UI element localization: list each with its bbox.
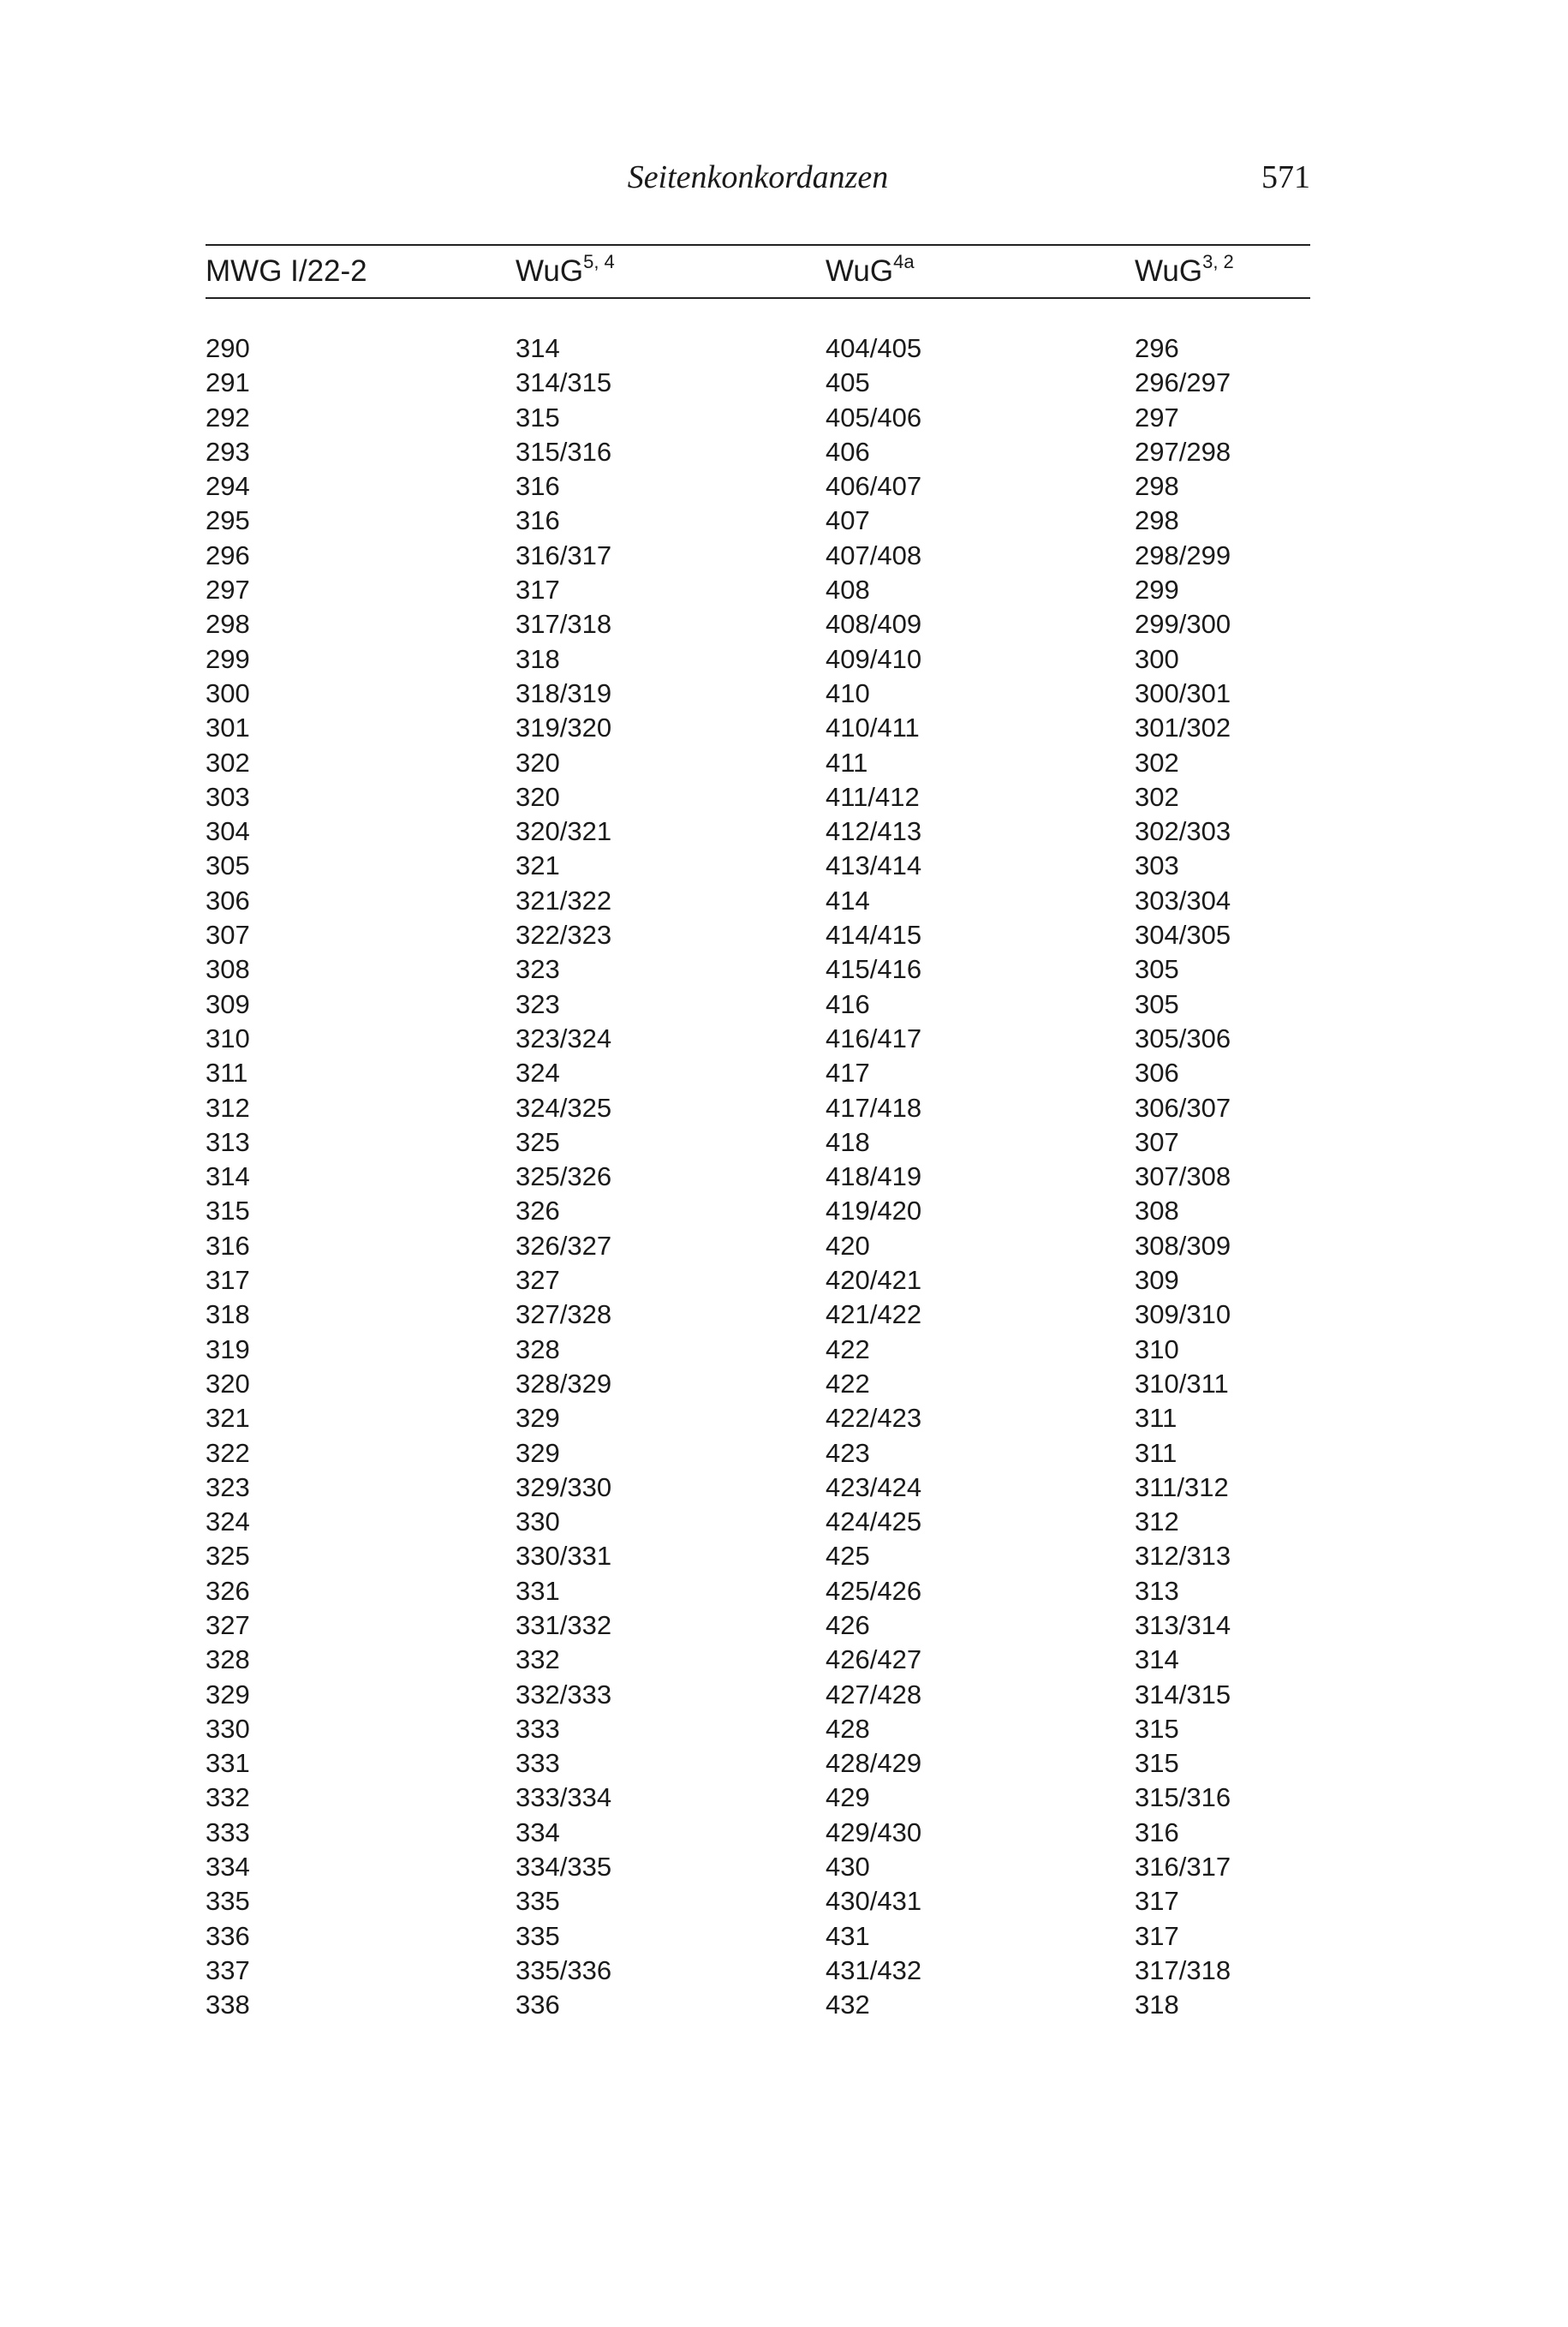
table-row (206, 1471, 1310, 1505)
table-cell: 307 (206, 920, 250, 951)
table-cell: 333 (516, 1713, 560, 1744)
table-cell: 316/317 (1135, 1852, 1231, 1882)
table-row (206, 1850, 1310, 1884)
table-row (206, 1988, 1310, 2022)
table-cell: 333 (516, 1748, 560, 1779)
table-row (206, 1954, 1310, 1988)
table-header-rule (206, 297, 1310, 299)
table-row (206, 1574, 1310, 1608)
table-cell: 327 (516, 1265, 560, 1296)
table-cell: 418 (826, 1126, 870, 1157)
table-cell: 302 (1135, 781, 1179, 812)
table-cell: 333/334 (516, 1782, 612, 1813)
table-cell: 423 (826, 1437, 870, 1468)
table-cell: 405 (826, 367, 870, 398)
table-cell: 323 (516, 988, 560, 1019)
table-cell: 296 (1135, 333, 1179, 363)
table-row (206, 1436, 1310, 1471)
table-row (206, 1125, 1310, 1160)
table-body (206, 331, 1310, 2023)
table-cell: 321 (206, 1403, 250, 1434)
table-cell: 306 (1135, 1058, 1179, 1089)
table-cell: 325 (206, 1541, 250, 1572)
table-cell: 312/313 (1135, 1541, 1231, 1572)
table-cell: 327 (206, 1609, 250, 1640)
table-row (206, 1505, 1310, 1539)
table-cell: 410 (826, 677, 870, 708)
table-cell: 317 (1135, 1886, 1179, 1917)
table-cell: 315 (206, 1196, 250, 1226)
table-cell: 313 (206, 1126, 250, 1157)
table-cell: 432 (826, 1990, 870, 2020)
column-header-superscript: 4a (893, 251, 915, 272)
concordance-table (206, 244, 1310, 2023)
table-cell: 416/417 (826, 1023, 922, 1053)
table-cell: 298 (1135, 505, 1179, 536)
table-row (206, 401, 1310, 435)
column-header-wug-4a (826, 251, 1135, 289)
column-header-superscript: 3, 2 (1202, 251, 1234, 272)
table-cell: 319 (206, 1334, 250, 1364)
table-cell: 316 (516, 471, 560, 502)
table-cell: 313 (1135, 1575, 1179, 1606)
table-cell: 311 (1135, 1403, 1177, 1434)
table-row (206, 1884, 1310, 1918)
table-cell: 426/427 (826, 1644, 922, 1675)
table-cell: 329 (516, 1403, 560, 1434)
page-number: 571 (1261, 159, 1310, 195)
table-cell: 410/411 (826, 713, 920, 743)
table-cell: 312 (1135, 1507, 1179, 1537)
table-cell: 317 (1135, 1920, 1179, 1951)
table-cell: 310/311 (1135, 1368, 1229, 1399)
column-header-superscript: 5, 4 (583, 251, 615, 272)
table-cell: 321 (516, 850, 560, 881)
table-cell: 316/317 (516, 540, 612, 570)
table-cell: 411 (826, 747, 868, 778)
table-cell: 329 (516, 1437, 560, 1468)
table-cell: 413/414 (826, 850, 922, 881)
table-cell: 425 (826, 1541, 870, 1572)
table-cell: 305 (1135, 988, 1179, 1019)
table-cell: 310 (1135, 1334, 1179, 1364)
table-cell: 323 (206, 1471, 250, 1502)
table-cell: 315 (1135, 1748, 1179, 1779)
table-cell: 337 (206, 1954, 250, 1985)
table-row (206, 780, 1310, 814)
table-cell: 307 (1135, 1126, 1179, 1157)
table-cell: 315/316 (1135, 1782, 1231, 1813)
table-cell: 428/429 (826, 1748, 922, 1779)
table-row (206, 1608, 1310, 1643)
table-cell: 311/312 (1135, 1471, 1229, 1502)
table-cell: 324/325 (516, 1092, 612, 1123)
table-cell: 420/421 (826, 1265, 922, 1296)
table-cell: 308 (206, 954, 250, 985)
table-cell: 306 (206, 885, 250, 916)
table-cell: 417/418 (826, 1092, 922, 1123)
table-cell: 426 (826, 1609, 870, 1640)
table-cell: 325/326 (516, 1161, 612, 1192)
table-cell: 332 (206, 1782, 250, 1813)
table-cell: 307/308 (1135, 1161, 1231, 1192)
table-row (206, 1539, 1310, 1573)
column-header-wug-3-2 (1135, 251, 1310, 289)
table-cell: 320 (516, 747, 560, 778)
column-header-label: MWG I/22-2 (206, 254, 367, 288)
table-row (206, 573, 1310, 607)
table-cell: 317 (516, 575, 560, 606)
table-cell: 417 (826, 1058, 870, 1089)
table-cell: 411/412 (826, 781, 920, 812)
table-cell: 309 (1135, 1265, 1179, 1296)
column-header-wug-5-4 (516, 251, 826, 289)
table-cell: 302 (206, 747, 250, 778)
table-cell: 311 (206, 1058, 248, 1089)
table-cell: 317 (206, 1265, 250, 1296)
table-cell: 299 (1135, 575, 1179, 606)
table-cell: 314/315 (1135, 1679, 1231, 1709)
table-row (206, 469, 1310, 504)
table-cell: 404/405 (826, 333, 922, 363)
table-row (206, 918, 1310, 952)
table-cell: 422/423 (826, 1403, 922, 1434)
table-cell: 305 (1135, 954, 1179, 985)
table-row (206, 884, 1310, 918)
table-row (206, 1643, 1310, 1677)
table-cell: 296/297 (1135, 367, 1231, 398)
table-cell: 312 (206, 1092, 250, 1123)
table-row (206, 1678, 1310, 1712)
table-cell: 408 (826, 575, 870, 606)
table-cell: 317/318 (516, 609, 612, 640)
table-cell: 322/323 (516, 920, 612, 951)
table-cell: 335 (516, 1886, 560, 1917)
table-row (206, 849, 1310, 883)
table-cell: 428 (826, 1713, 870, 1744)
table-row (206, 1160, 1310, 1194)
table-row (206, 711, 1310, 745)
table-cell: 415/416 (826, 954, 922, 985)
table-cell: 419/420 (826, 1196, 922, 1226)
table-row (206, 642, 1310, 677)
table-cell: 295 (206, 505, 250, 536)
table-cell: 309/310 (1135, 1299, 1231, 1330)
table-row (206, 1367, 1310, 1401)
table-cell: 329/330 (516, 1471, 612, 1502)
table-cell: 332 (516, 1644, 560, 1675)
table-cell: 416 (826, 988, 870, 1019)
table-cell: 311 (1135, 1437, 1177, 1468)
table-cell: 405/406 (826, 402, 922, 433)
table-cell: 301 (206, 713, 250, 743)
table-row (206, 814, 1310, 849)
table-cell: 315/316 (516, 436, 612, 467)
table-cell: 314 (206, 1161, 250, 1192)
table-cell: 421/422 (826, 1299, 922, 1330)
table-cell: 325 (516, 1126, 560, 1157)
table-row (206, 1298, 1310, 1332)
table-cell: 319/320 (516, 713, 612, 743)
table-cell: 408/409 (826, 609, 922, 640)
table-row (206, 1712, 1310, 1746)
table-cell: 309 (206, 988, 250, 1019)
table-row (206, 1056, 1310, 1090)
table-cell: 308 (1135, 1196, 1179, 1226)
table-row (206, 435, 1310, 469)
table-cell: 328/329 (516, 1368, 612, 1399)
table-cell: 304 (206, 816, 250, 847)
table-cell: 303 (206, 781, 250, 812)
table-cell: 314/315 (516, 367, 612, 398)
table-cell: 305 (206, 850, 250, 881)
table-cell: 412/413 (826, 816, 922, 847)
table-row (206, 539, 1310, 573)
table-row (206, 677, 1310, 711)
table-cell: 316 (206, 1230, 250, 1261)
table-cell: 330 (206, 1713, 250, 1744)
table-cell: 324 (516, 1058, 560, 1089)
table-cell: 429 (826, 1782, 870, 1813)
table-row (206, 366, 1310, 400)
table-cell: 320 (206, 1368, 250, 1399)
table-cell: 298 (1135, 471, 1179, 502)
table-cell: 320 (516, 781, 560, 812)
table-cell: 299/300 (1135, 609, 1231, 640)
table-cell: 425/426 (826, 1575, 922, 1606)
table-cell: 407/408 (826, 540, 922, 570)
table-cell: 338 (206, 1990, 250, 2020)
table-cell: 308/309 (1135, 1230, 1231, 1261)
table-cell: 292 (206, 402, 250, 433)
table-cell: 328 (516, 1334, 560, 1364)
table-cell: 290 (206, 333, 250, 363)
table-cell: 321/322 (516, 885, 612, 916)
table-cell: 336 (206, 1920, 250, 1951)
table-cell: 315 (1135, 1713, 1179, 1744)
table-cell: 420 (826, 1230, 870, 1261)
table-cell: 297 (1135, 402, 1179, 433)
table-cell: 294 (206, 471, 250, 502)
running-title: Seitenkonkordanzen (627, 159, 889, 195)
table-cell: 291 (206, 367, 250, 398)
table-cell: 310 (206, 1023, 250, 1053)
table-row (206, 504, 1310, 538)
table-cell: 323/324 (516, 1023, 612, 1053)
table-row (206, 1229, 1310, 1263)
table-cell: 334 (206, 1852, 250, 1882)
table-cell: 327/328 (516, 1299, 612, 1330)
table-cell: 298/299 (1135, 540, 1231, 570)
table-cell: 298 (206, 609, 250, 640)
table-cell: 427/428 (826, 1679, 922, 1709)
table-cell: 330 (516, 1507, 560, 1537)
table-cell: 409/410 (826, 643, 922, 674)
table-cell: 324 (206, 1507, 250, 1537)
table-cell: 315 (516, 402, 560, 433)
table-cell: 317/318 (1135, 1954, 1231, 1985)
table-cell: 322 (206, 1437, 250, 1468)
table-cell: 296 (206, 540, 250, 570)
table-cell: 429/430 (826, 1817, 922, 1847)
table-cell: 330/331 (516, 1541, 612, 1572)
table-cell: 422 (826, 1334, 870, 1364)
table-row (206, 331, 1310, 366)
table-row (206, 607, 1310, 641)
table-cell: 406 (826, 436, 870, 467)
table-row (206, 1194, 1310, 1228)
table-cell: 297 (206, 575, 250, 606)
table-cell: 414 (826, 885, 870, 916)
table-cell: 431/432 (826, 1954, 922, 1985)
table-cell: 329 (206, 1679, 250, 1709)
table-cell: 318 (206, 1299, 250, 1330)
table-cell: 306/307 (1135, 1092, 1231, 1123)
column-header-mwg (206, 254, 516, 289)
table-cell: 323 (516, 954, 560, 985)
table-cell: 335 (516, 1920, 560, 1951)
table-row (206, 1333, 1310, 1367)
table-cell: 300 (1135, 643, 1179, 674)
table-cell: 303 (1135, 850, 1179, 881)
table-cell: 418/419 (826, 1161, 922, 1192)
table-cell: 333 (206, 1817, 250, 1847)
table-cell: 314 (1135, 1644, 1179, 1675)
table-cell: 318 (516, 643, 560, 674)
table-cell: 304/305 (1135, 920, 1231, 951)
table-header-row (206, 246, 1310, 297)
table-cell: 302/303 (1135, 816, 1231, 847)
table-cell: 335 (206, 1886, 250, 1917)
table-cell: 423/424 (826, 1471, 922, 1502)
table-row (206, 1401, 1310, 1435)
table-row (206, 1263, 1310, 1298)
table-row (206, 987, 1310, 1022)
table-cell: 331 (206, 1748, 250, 1779)
table-row (206, 1816, 1310, 1850)
table-cell: 313/314 (1135, 1609, 1231, 1640)
table-cell: 414/415 (826, 920, 922, 951)
table-cell: 430 (826, 1852, 870, 1882)
column-header-label: WuG (826, 254, 894, 288)
table-cell: 318 (1135, 1990, 1179, 2020)
running-head (206, 156, 1310, 199)
table-cell: 334/335 (516, 1852, 612, 1882)
table-cell: 331/332 (516, 1609, 612, 1640)
table-cell: 406/407 (826, 471, 922, 502)
table-cell: 332/333 (516, 1679, 612, 1709)
table-cell: 314 (516, 333, 560, 363)
table-cell: 320/321 (516, 816, 612, 847)
table-cell: 303/304 (1135, 885, 1231, 916)
table-cell: 334 (516, 1817, 560, 1847)
table-cell: 407 (826, 505, 870, 536)
table-cell: 305/306 (1135, 1023, 1231, 1053)
table-cell: 299 (206, 643, 250, 674)
table-cell: 326/327 (516, 1230, 612, 1261)
table-cell: 302 (1135, 747, 1179, 778)
table-cell: 331 (516, 1575, 560, 1606)
table-cell: 326 (206, 1575, 250, 1606)
table-cell: 424/425 (826, 1507, 922, 1537)
column-header-label: WuG (516, 254, 584, 288)
table-cell: 300 (206, 677, 250, 708)
table-cell: 297/298 (1135, 436, 1231, 467)
table-row (206, 1022, 1310, 1056)
table-row (206, 1746, 1310, 1781)
table-cell: 293 (206, 436, 250, 467)
table-row (206, 1091, 1310, 1125)
table-cell: 431 (826, 1920, 870, 1951)
table-cell: 301/302 (1135, 713, 1231, 743)
table-cell: 326 (516, 1196, 560, 1226)
table-cell: 316 (516, 505, 560, 536)
column-header-label: WuG (1135, 254, 1203, 288)
table-cell: 328 (206, 1644, 250, 1675)
table-row (206, 1781, 1310, 1815)
table-cell: 300/301 (1135, 677, 1231, 708)
table-cell: 422 (826, 1368, 870, 1399)
table-cell: 336 (516, 1990, 560, 2020)
table-cell: 430/431 (826, 1886, 922, 1917)
table-row (206, 746, 1310, 780)
table-cell: 318/319 (516, 677, 612, 708)
table-row (206, 952, 1310, 987)
table-cell: 316 (1135, 1817, 1179, 1847)
table-cell: 335/336 (516, 1954, 612, 1985)
table-row (206, 1919, 1310, 1954)
